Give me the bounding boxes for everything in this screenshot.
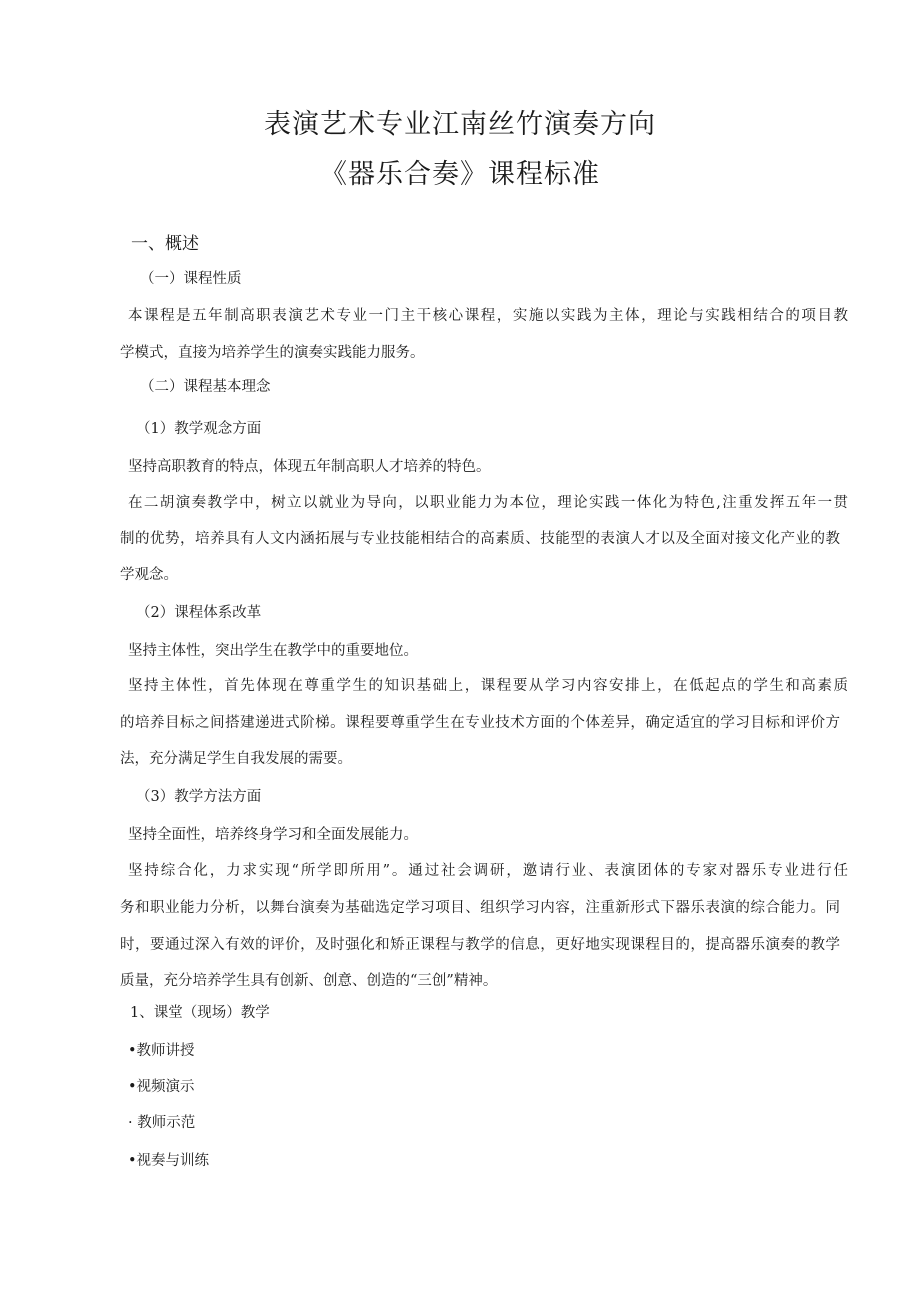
paragraph-5-line-1: 坚持主体性，首先体现在尊重学生的知识基础上，课程要从学习内容安排上，在低起点的学生和高素质	[128, 678, 848, 694]
paragraph-1-line-2: 学模式，直接为培养学生的演奏实践能力服务。	[120, 345, 425, 361]
paragraph-3-line-3: 学观念。	[120, 567, 178, 583]
paragraph-2: 坚持高职教育的特点，体现五年制高职人才培养的特色。	[128, 459, 491, 475]
paragraph-7-line-4: 质量，充分培养学生具有创新、创意、创造的“三创”精神。	[120, 973, 498, 989]
paragraph-7-line-2: 务和职业能力分析，以舞台演奏为基础选定学习项目、组织学习内容，注重新形式下器乐表演的综合能力。同	[120, 900, 840, 916]
paragraph-3-line-1: 在二胡演奏教学中，树立以就业为导向，以职业能力为本位，理论实践一体化为特色,注重发挥五年一贯	[128, 495, 848, 511]
list-item: •视频演示	[128, 1079, 195, 1095]
section-heading-overview: 一、概述	[131, 234, 199, 254]
paragraph-1-line-1: 本课程是五年制高职表演艺术专业一门主干核心课程，实施以实践为主体，理论与实践相结合的项目教	[128, 308, 848, 324]
subheading-course-nature: （一）课程性质	[140, 271, 242, 287]
list-item: •视奏与训练	[128, 1153, 210, 1169]
paragraph-3-line-2: 制的优势，培养具有人文内涵拓展与专业技能相结合的高素质、技能型的表演人才以及全面对接文化产业的教	[120, 531, 840, 547]
item-heading-curriculum-reform: （2）课程体系改革	[136, 605, 262, 621]
paragraph-5-line-3: 法，充分满足学生自我发展的需要。	[120, 751, 352, 767]
paragraph-6: 坚持全面性，培养终身学习和全面发展能力。	[128, 827, 418, 843]
subheading-basic-concept: （二）课程基本理念	[140, 379, 271, 395]
item-heading-teaching-method: （3）教学方法方面	[136, 789, 262, 805]
paragraph-7-line-1: 坚持综合化，力求实现“所学即所用”。通过社会调研，邀请行业、表演团体的专家对器乐专业进行任	[128, 863, 848, 879]
document-title	[0, 100, 920, 200]
paragraph-4: 坚持主体性，突出学生在教学中的重要地位。	[128, 643, 418, 659]
title-line-1: 表演艺术专业江南丝竹演奏方向	[264, 109, 656, 140]
list-item: •教师讲授	[128, 1043, 195, 1059]
paragraph-7-line-3: 时，要通过深入有效的评价，及时强化和矫正课程与教学的信息，更好地实现课程目的，提高器乐演奏的教学	[120, 937, 840, 953]
list-item: · 教师示范	[128, 1115, 196, 1131]
paragraph-5-line-2: 的培养目标之间搭建递进式阶梯。课程要尊重学生在专业技术方面的个体差异，确定适宜的学习目标和评价方	[120, 715, 840, 731]
title-line-2: 《器乐合奏》课程标准	[320, 159, 600, 190]
list-heading-classroom-teaching: 1、课堂（现场）教学	[130, 1005, 270, 1021]
item-heading-teaching-concept: （1）教学观念方面	[136, 421, 262, 437]
